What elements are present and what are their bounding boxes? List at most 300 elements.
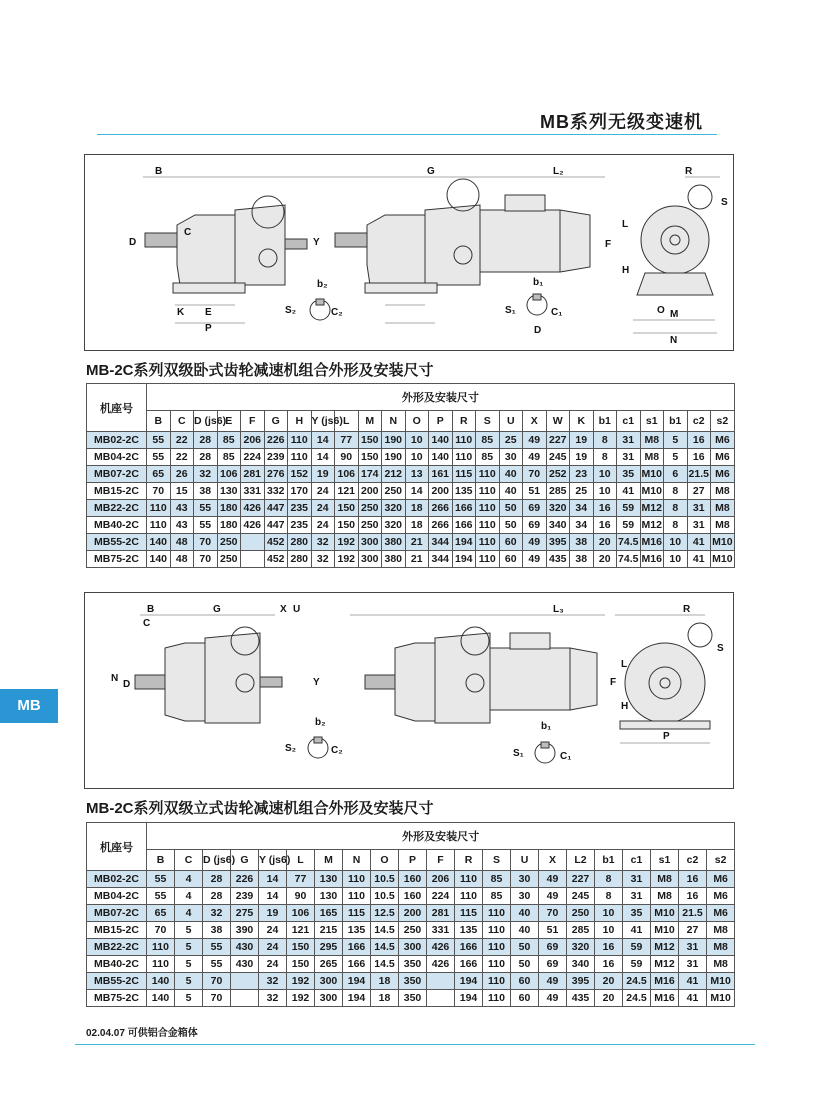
value-cell: 110 <box>147 939 175 956</box>
value-cell: 20 <box>593 534 617 551</box>
value-cell: 180 <box>217 517 241 534</box>
value-cell: M10 <box>707 990 735 1007</box>
value-cell: 23 <box>570 466 594 483</box>
value-cell: 16 <box>679 871 707 888</box>
value-cell: 55 <box>147 432 171 449</box>
value-cell: 135 <box>452 483 476 500</box>
value-cell: 48 <box>170 551 194 568</box>
value-cell: M16 <box>651 973 679 990</box>
value-cell: 350 <box>399 956 427 973</box>
value-cell: 49 <box>523 551 547 568</box>
value-cell: 41 <box>687 551 711 568</box>
value-cell: 4 <box>175 905 203 922</box>
value-cell: 194 <box>455 990 483 1007</box>
model-cell: MB55-2C <box>87 534 147 551</box>
column-header: c2 <box>687 411 711 432</box>
dim2-label-b: B <box>147 604 155 615</box>
value-cell: 452 <box>264 551 288 568</box>
value-cell: 106 <box>217 466 241 483</box>
value-cell: 18 <box>371 973 399 990</box>
value-cell: M8 <box>711 483 735 500</box>
dim-label-e: E <box>205 307 212 318</box>
value-cell: 10 <box>405 449 429 466</box>
value-cell: 20 <box>595 990 623 1007</box>
dim2-label-r: R <box>683 604 691 615</box>
model-cell: MB02-2C <box>87 871 147 888</box>
value-cell: 235 <box>288 517 312 534</box>
value-cell: 8 <box>593 432 617 449</box>
value-cell: 320 <box>382 500 406 517</box>
value-cell: 150 <box>287 939 315 956</box>
column-header: c1 <box>623 850 651 871</box>
section-tab-mb[interactable]: MB <box>0 689 58 723</box>
value-cell: 77 <box>335 432 359 449</box>
value-cell: 390 <box>231 922 259 939</box>
value-cell: M16 <box>640 551 664 568</box>
value-cell: 40 <box>499 483 523 500</box>
column-header: G <box>264 411 288 432</box>
value-cell: 90 <box>335 449 359 466</box>
value-cell: M16 <box>640 534 664 551</box>
value-cell: 21 <box>405 534 429 551</box>
value-cell: 50 <box>499 517 523 534</box>
value-cell: 74.5 <box>617 551 641 568</box>
value-cell: 69 <box>523 500 547 517</box>
value-cell: 32 <box>311 534 335 551</box>
value-cell: 69 <box>523 517 547 534</box>
dim-label-k: K <box>177 307 185 318</box>
model-cell: MB02-2C <box>87 432 147 449</box>
value-cell: 20 <box>595 973 623 990</box>
value-cell: 65 <box>147 905 175 922</box>
value-cell: 16 <box>593 517 617 534</box>
dim-label-b2: b₂ <box>317 279 328 290</box>
value-cell: 332 <box>264 483 288 500</box>
column-header: Y (js6) <box>311 411 335 432</box>
dim2-label-d: D <box>123 679 131 690</box>
value-cell: 166 <box>343 939 371 956</box>
model-cell: MB40-2C <box>87 517 147 534</box>
value-cell: 65 <box>147 466 171 483</box>
value-cell: 115 <box>343 905 371 922</box>
value-cell: 266 <box>429 500 453 517</box>
value-cell: 280 <box>288 551 312 568</box>
column-header: D (js6) <box>194 411 218 432</box>
column-header: R <box>452 411 476 432</box>
value-cell: 35 <box>623 905 651 922</box>
value-cell: 250 <box>358 517 382 534</box>
dim-label-l2: L₂ <box>553 166 564 177</box>
value-cell: 49 <box>539 871 567 888</box>
dim2-label-c1: C₁ <box>560 751 572 762</box>
column-header: M <box>315 850 343 871</box>
value-cell: 226 <box>231 871 259 888</box>
dim-label-l: L <box>622 219 629 230</box>
value-cell: 452 <box>264 534 288 551</box>
value-cell: 55 <box>147 871 175 888</box>
value-cell: 140 <box>147 990 175 1007</box>
value-cell: 150 <box>335 517 359 534</box>
table-row <box>87 956 735 973</box>
value-cell: 130 <box>315 888 343 905</box>
value-cell: 31 <box>679 956 707 973</box>
value-cell: 10 <box>593 466 617 483</box>
value-cell: 70 <box>523 466 547 483</box>
value-cell: 32 <box>311 551 335 568</box>
model-cell: MB04-2C <box>87 449 147 466</box>
dim-label-y: Y <box>313 237 320 248</box>
table-row <box>87 432 735 449</box>
value-cell: 130 <box>315 871 343 888</box>
column-header: b1 <box>593 411 617 432</box>
value-cell: 49 <box>523 534 547 551</box>
value-cell: M12 <box>640 517 664 534</box>
value-cell: 55 <box>203 956 231 973</box>
value-cell: 250 <box>217 551 241 568</box>
value-cell: M8 <box>707 956 735 973</box>
dim2-label-l: L <box>621 659 628 670</box>
value-cell: M12 <box>651 939 679 956</box>
value-cell: 121 <box>335 483 359 500</box>
value-cell: M8 <box>640 432 664 449</box>
dim2-label-c: C <box>143 618 151 629</box>
value-cell: 14 <box>259 871 287 888</box>
value-cell: 280 <box>288 534 312 551</box>
value-cell: 16 <box>595 939 623 956</box>
value-cell: 194 <box>343 973 371 990</box>
value-cell: 166 <box>452 500 476 517</box>
column-header: c2 <box>679 850 707 871</box>
value-cell: 170 <box>288 483 312 500</box>
value-cell: 70 <box>194 551 218 568</box>
value-cell: 14.5 <box>371 956 399 973</box>
value-cell: 106 <box>287 905 315 922</box>
value-cell: 30 <box>511 871 539 888</box>
dim2-label-s2: S₂ <box>285 743 297 754</box>
column-header: W <box>546 411 570 432</box>
value-cell: 28 <box>203 888 231 905</box>
dim2-label-l3: L₃ <box>553 604 564 615</box>
value-cell: 135 <box>455 922 483 939</box>
value-cell: 320 <box>567 939 595 956</box>
value-cell: 166 <box>455 956 483 973</box>
dim-label-s1: S₁ <box>505 305 516 316</box>
value-cell: 110 <box>455 871 483 888</box>
value-cell: 227 <box>567 871 595 888</box>
value-cell: 200 <box>358 483 382 500</box>
value-cell: 14.5 <box>371 939 399 956</box>
dim2-label-h: H <box>621 701 629 712</box>
value-cell: 51 <box>523 483 547 500</box>
column-header: C <box>170 411 194 432</box>
value-cell: 121 <box>287 922 315 939</box>
value-cell: 12.5 <box>371 905 399 922</box>
value-cell: 31 <box>617 432 641 449</box>
value-cell: 250 <box>567 905 595 922</box>
value-cell: M10 <box>711 534 735 551</box>
value-cell: 140 <box>147 534 171 551</box>
value-cell: 14.5 <box>371 922 399 939</box>
value-cell: 5 <box>175 922 203 939</box>
value-cell: 49 <box>539 973 567 990</box>
value-cell: 24.5 <box>623 973 651 990</box>
value-cell: 90 <box>287 888 315 905</box>
value-cell: 245 <box>567 888 595 905</box>
value-cell: 166 <box>455 939 483 956</box>
value-cell: 4 <box>175 871 203 888</box>
value-cell: 51 <box>539 922 567 939</box>
value-cell: 206 <box>241 432 265 449</box>
value-cell: 49 <box>539 888 567 905</box>
value-cell: 59 <box>617 517 641 534</box>
column-header: R <box>455 850 483 871</box>
value-cell: 16 <box>593 500 617 517</box>
value-cell: 85 <box>483 871 511 888</box>
value-cell: 285 <box>567 922 595 939</box>
value-cell: 285 <box>546 483 570 500</box>
value-cell: 447 <box>264 500 288 517</box>
dim-label-c2: C₂ <box>331 307 343 318</box>
value-cell: M10 <box>707 973 735 990</box>
dim-label-d2: D <box>534 325 542 336</box>
value-cell: 426 <box>427 939 455 956</box>
value-cell: 110 <box>483 922 511 939</box>
value-cell: 115 <box>452 466 476 483</box>
value-cell: 43 <box>170 500 194 517</box>
value-cell: 250 <box>382 483 406 500</box>
value-cell: 239 <box>231 888 259 905</box>
model-cell: MB75-2C <box>87 990 147 1007</box>
value-cell: 40 <box>499 466 523 483</box>
value-cell: 110 <box>483 905 511 922</box>
value-cell: 140 <box>429 449 453 466</box>
value-cell: 192 <box>335 534 359 551</box>
value-cell: 24 <box>259 939 287 956</box>
value-cell: M6 <box>711 466 735 483</box>
value-cell: 380 <box>382 551 406 568</box>
value-cell: 14 <box>259 888 287 905</box>
value-cell: 235 <box>288 500 312 517</box>
value-cell: M10 <box>711 551 735 568</box>
value-cell: 320 <box>546 500 570 517</box>
value-cell: 19 <box>259 905 287 922</box>
value-cell: M10 <box>651 922 679 939</box>
value-cell: 28 <box>194 449 218 466</box>
value-cell: 27 <box>679 922 707 939</box>
value-cell: 435 <box>567 990 595 1007</box>
value-cell: 25 <box>570 483 594 500</box>
column-header: b1 <box>664 411 688 432</box>
value-cell: 8 <box>664 483 688 500</box>
value-cell: 192 <box>335 551 359 568</box>
column-header: P <box>399 850 427 871</box>
value-cell: 380 <box>382 534 406 551</box>
value-cell: 21.5 <box>679 905 707 922</box>
value-cell: 55 <box>147 888 175 905</box>
value-cell: 6 <box>664 466 688 483</box>
dim2-label-s1: S₁ <box>513 748 524 759</box>
value-cell: 435 <box>546 551 570 568</box>
value-cell: 265 <box>315 956 343 973</box>
value-cell <box>241 534 265 551</box>
value-cell: 85 <box>217 432 241 449</box>
value-cell: 430 <box>231 939 259 956</box>
value-cell: 152 <box>288 466 312 483</box>
value-cell: 15 <box>170 483 194 500</box>
value-cell: 344 <box>429 551 453 568</box>
value-cell: 16 <box>679 888 707 905</box>
value-cell: 50 <box>511 956 539 973</box>
value-cell: 22 <box>170 432 194 449</box>
value-cell: 35 <box>617 466 641 483</box>
column-header: C <box>175 850 203 871</box>
table-row <box>87 500 735 517</box>
horizontal-drawing-svg <box>85 155 733 350</box>
value-cell: 266 <box>429 517 453 534</box>
title-divider <box>97 134 717 135</box>
value-cell: 395 <box>546 534 570 551</box>
value-cell: M8 <box>707 922 735 939</box>
model-cell: MB40-2C <box>87 956 147 973</box>
value-cell: 30 <box>499 449 523 466</box>
value-cell: M8 <box>707 939 735 956</box>
table-row <box>87 905 735 922</box>
value-cell: 300 <box>315 990 343 1007</box>
dim-label-g: G <box>427 166 435 177</box>
dim2-label-p: P <box>663 731 670 742</box>
vertical-spec-table <box>86 822 735 1007</box>
value-cell: 27 <box>687 483 711 500</box>
value-cell: 70 <box>203 990 231 1007</box>
value-cell: 5 <box>664 432 688 449</box>
value-cell: 49 <box>539 990 567 1007</box>
value-cell: 206 <box>427 871 455 888</box>
value-cell: 150 <box>287 956 315 973</box>
value-cell: M12 <box>651 956 679 973</box>
value-cell: 110 <box>147 956 175 973</box>
value-cell: 85 <box>483 888 511 905</box>
table-row <box>87 449 735 466</box>
group-header: 外形及安装尺寸 <box>147 823 735 850</box>
value-cell: 41 <box>679 973 707 990</box>
value-cell: 300 <box>399 939 427 956</box>
dim-label-s2: S₂ <box>285 305 297 316</box>
value-cell: 110 <box>483 973 511 990</box>
column-header: S <box>476 411 500 432</box>
value-cell: 50 <box>511 939 539 956</box>
value-cell: 161 <box>429 466 453 483</box>
value-cell: 250 <box>217 534 241 551</box>
value-cell: 38 <box>203 922 231 939</box>
column-header: b1 <box>595 850 623 871</box>
model-cell: MB15-2C <box>87 922 147 939</box>
value-cell: 41 <box>623 922 651 939</box>
table-row <box>87 483 735 500</box>
column-header: O <box>371 850 399 871</box>
value-cell: M10 <box>640 483 664 500</box>
value-cell: 25 <box>499 432 523 449</box>
value-cell: 18 <box>405 517 429 534</box>
value-cell: 10.5 <box>371 888 399 905</box>
value-cell: 70 <box>194 534 218 551</box>
value-cell: 13 <box>405 466 429 483</box>
value-cell: 160 <box>399 871 427 888</box>
value-cell: 34 <box>570 517 594 534</box>
value-cell: 281 <box>427 905 455 922</box>
value-cell: 70 <box>147 922 175 939</box>
value-cell: 190 <box>382 432 406 449</box>
value-cell: 40 <box>511 922 539 939</box>
value-cell: M6 <box>707 871 735 888</box>
table2-title: MB-2C系列双级立式齿轮减速机组合外形及安装尺寸 <box>86 800 434 817</box>
dim2-label-g: G <box>213 604 221 615</box>
value-cell: 192 <box>287 990 315 1007</box>
value-cell: 110 <box>476 500 500 517</box>
column-header: N <box>382 411 406 432</box>
value-cell: 28 <box>194 432 218 449</box>
value-cell: 281 <box>241 466 265 483</box>
value-cell: 110 <box>343 888 371 905</box>
column-header: N <box>343 850 371 871</box>
value-cell: 69 <box>539 956 567 973</box>
page-title: MB系列无级变速机 <box>540 112 703 132</box>
dim2-label-s: S <box>717 643 724 654</box>
value-cell: M10 <box>651 905 679 922</box>
horizontal-reducer-drawing <box>84 154 734 351</box>
value-cell: 24 <box>311 483 335 500</box>
value-cell: 60 <box>499 551 523 568</box>
value-cell: 4 <box>175 888 203 905</box>
value-cell: 110 <box>483 939 511 956</box>
value-cell: 26 <box>170 466 194 483</box>
value-cell: 110 <box>288 449 312 466</box>
value-cell: 135 <box>343 922 371 939</box>
value-cell: 150 <box>358 449 382 466</box>
value-cell: 110 <box>483 990 511 1007</box>
value-cell: 350 <box>399 990 427 1007</box>
dim-label-n: N <box>670 335 678 346</box>
value-cell: 31 <box>687 517 711 534</box>
value-cell: 60 <box>499 534 523 551</box>
value-cell: 28 <box>203 871 231 888</box>
value-cell: M8 <box>640 449 664 466</box>
value-cell: 110 <box>455 888 483 905</box>
column-header: G <box>231 850 259 871</box>
vertical-reducer-drawing <box>84 592 734 789</box>
dim-label-d: D <box>129 237 137 248</box>
model-cell: MB07-2C <box>87 905 147 922</box>
column-header: B <box>147 850 175 871</box>
value-cell: 49 <box>523 449 547 466</box>
value-cell: 252 <box>546 466 570 483</box>
table-row <box>87 939 735 956</box>
value-cell: 10 <box>664 551 688 568</box>
value-cell: 24 <box>259 956 287 973</box>
value-cell: 5 <box>175 956 203 973</box>
value-cell: 69 <box>539 939 567 956</box>
value-cell: 19 <box>570 432 594 449</box>
value-cell: 165 <box>315 905 343 922</box>
value-cell: 5 <box>175 973 203 990</box>
column-header: U <box>511 850 539 871</box>
value-cell: 275 <box>231 905 259 922</box>
dim2-label-x: X <box>280 604 287 615</box>
value-cell: 10.5 <box>371 871 399 888</box>
value-cell: 331 <box>427 922 455 939</box>
column-header: P <box>429 411 453 432</box>
column-header: F <box>427 850 455 871</box>
dim2-label-n: N <box>111 673 119 684</box>
